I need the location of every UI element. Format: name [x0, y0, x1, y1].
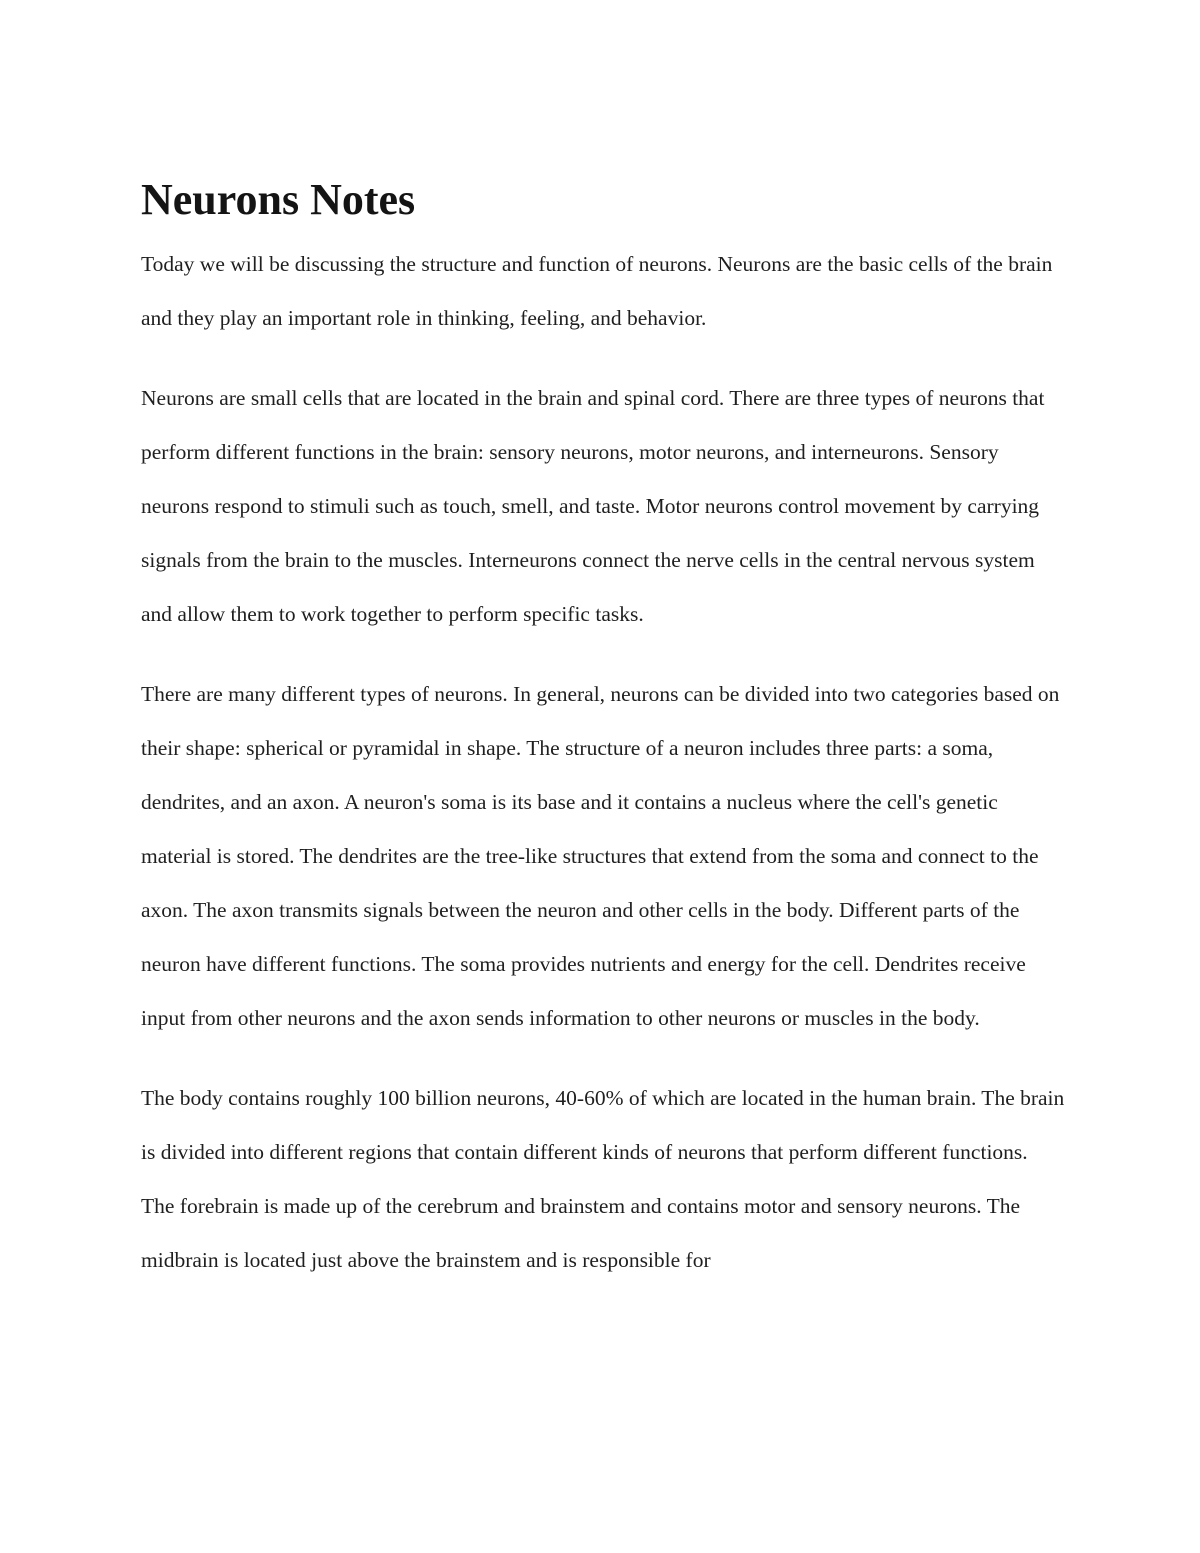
paragraph-brain-regions: The body contains roughly 100 billion neurons, 40-60% of which are located in the human brain. The brain is divided into different regions that contain different kinds of neurons that perform different functions. The forebrain is made up of the cerebrum and brainstem and contains motor and sensory neurons. The midbrain is located just above the brainstem and is responsible for	[141, 1086, 1065, 1272]
paragraph-intro: Today we will be discussing the structure and function of neurons. Neurons are the basic cells of the brain and they play an important role in thinking, feeling, and behavior.	[141, 252, 1053, 330]
document-title: Neurons Notes	[141, 175, 416, 224]
document-body	[141, 172, 1066, 1313]
paragraph-neuron-structure: There are many different types of neurons. In general, neurons can be divided into two categories based on their shape: spherical or pyramidal in shape. The structure of a neuron includes three parts: a soma, dendrites, and an axon. A neuron's soma is its base and it contains a nucleus where the cell's genetic material is stored. The dendrites are the tree-like structures that extend from the soma and connect to the axon. The axon transmits signals between the neuron and other cells in the body. Different parts of the neuron have different functions. The soma provides nutrients and energy for the cell. Dendrites receive input from other neurons and the axon sends information to other neurons or muscles in the body.	[141, 682, 1060, 1030]
paragraph-neuron-types: Neurons are small cells that are located in the brain and spinal cord. There are three types of neurons that perform different functions in the brain: sensory neurons, motor neurons, and interneurons. Sensory neurons respond to stimuli such as touch, smell, and taste. Motor neurons control movement by carrying signals from the brain to the muscles. Interneurons connect the nerve cells in the central nervous system and allow them to work together to perform specific tasks.	[141, 386, 1045, 626]
